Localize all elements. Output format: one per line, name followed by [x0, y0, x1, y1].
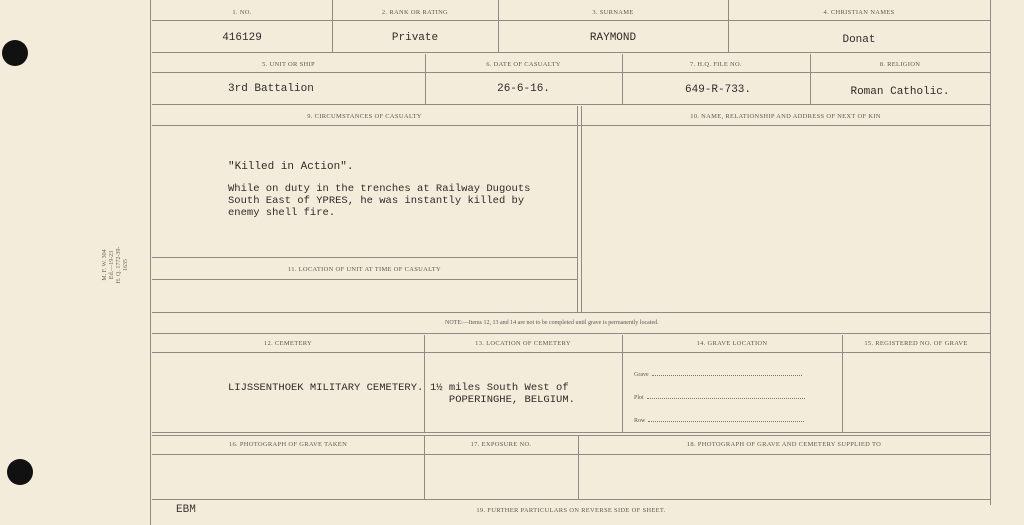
- row4-divider: [424, 335, 425, 432]
- header-photograph-taken: 16. PHOTOGRAPH OF GRAVE TAKEN: [228, 441, 348, 448]
- header-grave-location: 14. GRAVE LOCATION: [696, 340, 768, 347]
- row4-divider: [622, 335, 623, 432]
- form-left-border: [150, 0, 151, 525]
- note-text: NOTE:—Items 12, 13 and 14 are not to be completed until grave is permanently located.: [445, 320, 659, 326]
- footer-further-particulars: 19. FURTHER PARTICULARS ON REVERSE SIDE OF SHEET.: [476, 507, 666, 514]
- row3-divider: [577, 106, 578, 312]
- header-number: 1. NO.: [232, 9, 252, 16]
- row3-divider: [581, 106, 582, 312]
- header-location-of-unit: 11. LOCATION OF UNIT AT TIME OF CASUALTY: [287, 266, 442, 273]
- service-number: 416129: [222, 32, 262, 44]
- punch-hole-bottom: [7, 459, 33, 485]
- header-next-of-kin: 10. NAME, RELATIONSHIP AND ADDRESS OF NEXT OF KIN: [690, 113, 881, 120]
- date-value: 26-6-16.: [497, 83, 550, 95]
- header-date: 6. DATE OF CASUALTY: [486, 61, 561, 68]
- header-rank: 2. RANK OR RATING: [381, 9, 449, 16]
- header-surname: 3. SURNAME: [592, 9, 634, 16]
- file-no-value: 649-R-733.: [685, 84, 752, 96]
- form-right-border: [990, 0, 991, 505]
- header-cemetery: 12. CEMETERY: [263, 340, 313, 347]
- row3-header-rule: [152, 125, 990, 126]
- row-field: Row: [634, 418, 804, 424]
- row4-divider: [842, 335, 843, 432]
- note-bottom-rule: [152, 333, 990, 334]
- form-side-reference: M. F. W. 304 Ed.—19-23 H. Q. 1772-39-1635: [102, 246, 129, 284]
- location-header-top-rule: [152, 257, 577, 258]
- punch-hole-top: [2, 40, 28, 66]
- christian-names-value: Donat: [842, 34, 876, 46]
- row1-header-rule: [152, 20, 990, 21]
- header-exposure-no: 17. EXPOSURE NO.: [470, 441, 532, 448]
- unit-value: 3rd Battalion: [228, 83, 314, 95]
- header-unit: 5. UNIT OR SHIP: [262, 61, 315, 68]
- row4-bottom-rule: [152, 432, 990, 433]
- grave-field: Grave: [634, 372, 802, 378]
- rank-value: Private: [391, 32, 439, 44]
- cemetery-location-value: 1½ miles South West of POPERINGHE, BELGIUM.: [430, 382, 575, 406]
- row2-header-rule: [152, 72, 990, 73]
- row5-header-rule: [152, 454, 990, 455]
- header-file-no: 7. H.Q. FILE NO.: [690, 61, 742, 68]
- row4-header-rule: [152, 352, 990, 353]
- plot-field: Plot: [634, 395, 805, 401]
- row5-bottom-rule: [152, 499, 990, 500]
- circumstances-title: "Killed in Action".: [228, 161, 354, 173]
- row5-top-rule: [152, 435, 990, 436]
- cemetery-value: LIJSSENTHOEK MILITARY CEMETERY.: [228, 382, 424, 394]
- clerk-initials: EBM: [176, 504, 196, 516]
- header-location-of-cemetery: 13. LOCATION OF CEMETERY: [475, 340, 571, 347]
- row1-divider: [498, 0, 499, 52]
- religion-value: Roman Catholic.: [850, 86, 950, 98]
- note-top-rule: [152, 312, 990, 313]
- header-registered-no: 15. REGISTERED NO. OF GRAVE: [864, 340, 968, 347]
- row2-bottom-rule: [152, 104, 990, 105]
- surname-value: RAYMOND: [589, 32, 637, 44]
- circumstances-text: While on duty in the trenches at Railway Dugouts South East of YPRES, he was instantly killed by enemy shell fire.: [228, 183, 531, 219]
- header-photograph-supplied: 18. PHOTOGRAPH OF GRAVE AND CEMETERY SUPPLIED TO: [686, 441, 882, 448]
- row1-divider: [332, 0, 333, 52]
- header-religion: 8. RELIGION: [879, 61, 921, 68]
- header-circumstances: 9. CIRCUMSTANCES OF CASUALTY: [307, 113, 422, 120]
- location-header-bottom-rule: [152, 279, 577, 280]
- row1-bottom-rule: [152, 52, 990, 53]
- header-christian-names: 4. CHRISTIAN NAMES: [823, 9, 895, 16]
